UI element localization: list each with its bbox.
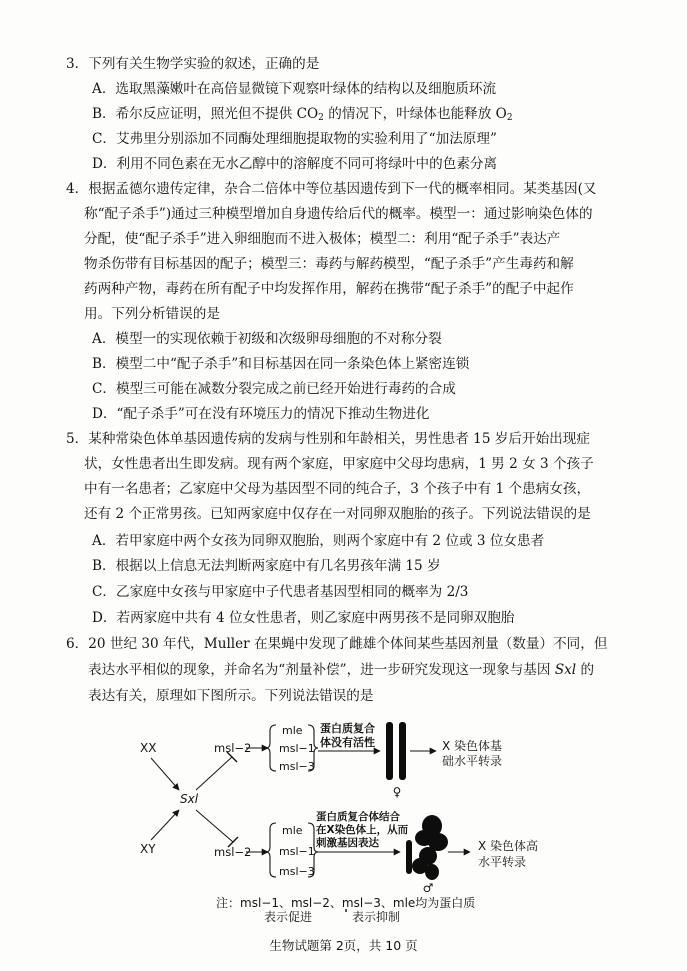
dosage-compensation-diagram (0, 712, 687, 912)
top-group-left-brace (266, 725, 276, 771)
bottom-msl3: msl−3 (279, 865, 315, 878)
page-footer: 生物试题第 2页，共 10 页 (269, 938, 418, 953)
female-symbol: ♀ (392, 785, 402, 799)
q6-line-3: 表达有关，原理如下图所示。下列说法错误的是 (88, 688, 374, 704)
q6-line-1: 6．20 世纪 30 年代，Muller 在果蝇中发现了雌雄个体间某些基因剂量（数量）不同，但 (66, 636, 608, 652)
top-mle: mle (282, 724, 303, 737)
q4-line-2: 称“配子杀手”)通过三种模型增加自身遗传给后代的概率。模型一：通过影响染色体的 (84, 206, 593, 222)
q5-line-2: 状，女性患者出生即发病。现有两个家庭，甲家庭中父母均患病，1 男 2 女 3 个孩子 (84, 456, 594, 472)
top-complex-label-2: 体没有活性 (320, 736, 375, 749)
top-msl3: msl−3 (279, 760, 315, 773)
q4-line-4: 物杀伤带有目标基因的配子；模型三：毒药与解药模型，“配子杀手”产生毒药和解 (84, 256, 574, 272)
bottom-group-left-brace (266, 823, 276, 877)
q4-line-1: 4．根据孟德尔遗传定律，杂合二倍体中等位基因遗传到下一代的概率相同。某类基因(又 (66, 181, 597, 197)
q5-option-b: B．根据以上信息无法判断两家庭中有几名男孩年满 15 岁 (92, 558, 441, 574)
bottom-msl1: msl−1 (279, 845, 315, 858)
q3-option-d: D．利用不同色素在无水乙醇中的溶解度不同可将绿叶中的色素分离 (92, 156, 498, 172)
xy-label: XY (140, 842, 156, 856)
bottom-result-1: X 染色体高 (478, 839, 539, 853)
top-result-2: 础水平转录 (442, 754, 503, 768)
bottom-complex-label-1: 蛋白质复合体结合 (316, 811, 400, 823)
q4-line-6: 用。下列分析错误的是 (84, 306, 220, 322)
top-complex-label-1: 蛋白质复合 (320, 722, 375, 735)
msl2-bottom-label: msl−2 (214, 845, 252, 859)
msl2-top-label: msl−2 (214, 741, 252, 755)
q5-line-1: 5．某种常染色体单基因遗传病的发病与性别和年龄相关，男性患者 15 岁后开始出现症 (66, 431, 590, 447)
q5-option-d: D．若两家庭中共有 4 位女性患者，则乙家庭中两男孩不是同卵双胞胎 (92, 610, 515, 626)
bottom-complex-label-2: 在X染色体上，从而 (316, 824, 409, 836)
sxl-inhibits-msl2-bottom (196, 810, 233, 842)
bottom-mle: mle (282, 824, 303, 837)
q3-stem: 3．下列有关生物学实验的叙述，正确的是 (66, 56, 320, 72)
q4-line-3: 分配，使“配子杀手”进入卵细胞而不进入极体；模型二：利用“配子杀手”表达产 (84, 231, 561, 247)
sxl-gene-label: Sxl (180, 792, 199, 806)
xx-promotes-sxl-arrow (151, 758, 179, 790)
top-result-1: X 染色体基 (442, 739, 503, 753)
q3-option-b: B．希尔反应证明，照光但不提供 $CO_2$ 的情况下，叶绿体也能释放 $O_2$ (92, 106, 513, 123)
q6-line-2: 表达水平相似的现象，并命名为“剂量补偿”，进一步研究发现这一现象与基因 Sxl 的 (88, 662, 595, 678)
female-x-chromosome-2 (399, 722, 406, 780)
xy-promotes-sxl-arrow (151, 810, 179, 840)
legend-inhibit-text: 表示抑制 (352, 910, 401, 924)
sxl-inhibits-msl2-top (196, 757, 232, 790)
q4-option-a: A．模型一的实现依赖于初级和次级卵母细胞的不对称分裂 (92, 331, 442, 347)
q5-line-3: 中有一名患者；乙家庭中父母为基因型不同的纯合子，3 个孩子中有 1 个患病女孩， (84, 481, 591, 497)
q4-line-5: 药两种产物，毒药在所有配子中均发挥作用，解药在携带“配子杀手”的配子中起作 (84, 281, 574, 297)
xx-label: XX (140, 741, 157, 755)
q3-option-a: A．选取黑藻嫩叶在高倍显微镜下观察叶绿体的结构以及细胞质环流 (92, 81, 497, 97)
top-msl1: msl−1 (279, 742, 315, 755)
male-x-chromosome-bound (406, 815, 448, 880)
bottom-complex-label-3: 刺激基因表达 (316, 837, 379, 849)
female-x-chromosome-1 (386, 722, 393, 780)
q4-option-b: B．模型二中“配子杀手”和目标基因在同一条染色体上紧密连锁 (92, 356, 470, 372)
diagram-note: 注：msl−1、msl−2、msl−3、mle均为蛋白质 (216, 896, 476, 910)
legend-promote-text: 表示促进 (264, 910, 313, 924)
q4-option-c: C．模型三可能在减数分裂完成之前已经开始进行毒药的合成 (92, 381, 456, 397)
q5-option-a: A．若甲家庭中两个女孩为同卵双胞胎，则两个家庭中有 2 位或 3 位女患者 (92, 533, 545, 549)
bottom-result-2: 水平转录 (478, 855, 527, 869)
male-symbol: ♂ (422, 881, 434, 895)
q5-line-4: 还有 2 个正常男孩。已知两家庭中仅存在一对同卵双胞胎的孩子。下列说法错误的是 (84, 506, 591, 522)
q4-option-d: D．“配子杀手”可在没有环境压力的情况下推动生物进化 (92, 406, 430, 422)
q3-option-c: C．艾弗里分别添加不同酶处理细胞提取物的实验利用了“加法原理” (92, 131, 497, 147)
q5-option-c: C．乙家庭中女孩与甲家庭中子代患者基因型相同的概率为 2/3 (92, 584, 469, 600)
